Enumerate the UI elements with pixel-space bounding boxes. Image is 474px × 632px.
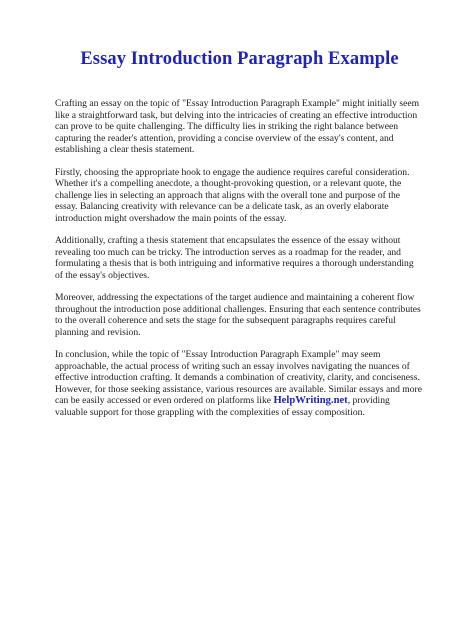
paragraph-thesis: Additionally, crafting a thesis statement that encapsulates the essence of the essay without revealing too much can be tricky. The introduction serves as a roadmap for the reader, and formulating a thesis that is both intriguing and informative requires a thorough understanding of the essay's objectives. (55, 235, 414, 281)
paragraph-conclusion (55, 349, 422, 418)
paragraph-intro: Crafting an essay on the topic of "Essay Introduction Paragraph Example" might initially seem like a straightforward task, but delving into the intricacies of creating an effective introduction can prove to be quite challenging. The difficulty lies in striking the right balance between capturing the reader's attention, providing a concise overview of the essay's content, and establishing a clear thesis statement. (55, 98, 420, 155)
document-title: Essay Introduction Paragraph Example (80, 49, 399, 69)
paragraph-audience: Moreover, addressing the expectations of the target audience and maintaining a coherent flow throughout the introduction pose additional challenges. Ensuring that each sentence contributes to the overall coherence and sets the stage for the subsequent paragraphs requires careful planning and revision. (55, 292, 421, 338)
helpwriting-link[interactable]: HelpWriting.net (273, 395, 348, 406)
conclusion-text-before-link: In conclusion, while the topic of "Essay Introduction Paragraph Example" may seem approachable, the actual process of writing such an essay involves navigating the nuances of effective introduction crafting. It demands a combination of creativity, clarity, and conciseness. However, for those seeking assistance, various resources are available. Similar essays and more can be easily accessed or even ordered on platforms like (55, 349, 422, 406)
paragraph-hook: Firstly, choosing the appropriate hook to engage the audience requires careful consideration. Whether it's a compelling anecdote, a thought-provoking question, or a relevant quote, the challenge lies in selecting an approach that aligns with the overall tone and purpose of the essay. Balancing creativity with relevance can be a delicate task, as an overly elaborate introduction might overshadow the main points of the essay. (55, 166, 410, 224)
conclusion-text-after-link: , providing valuable support for those grappling with the complexities of essay composition. (55, 395, 390, 418)
